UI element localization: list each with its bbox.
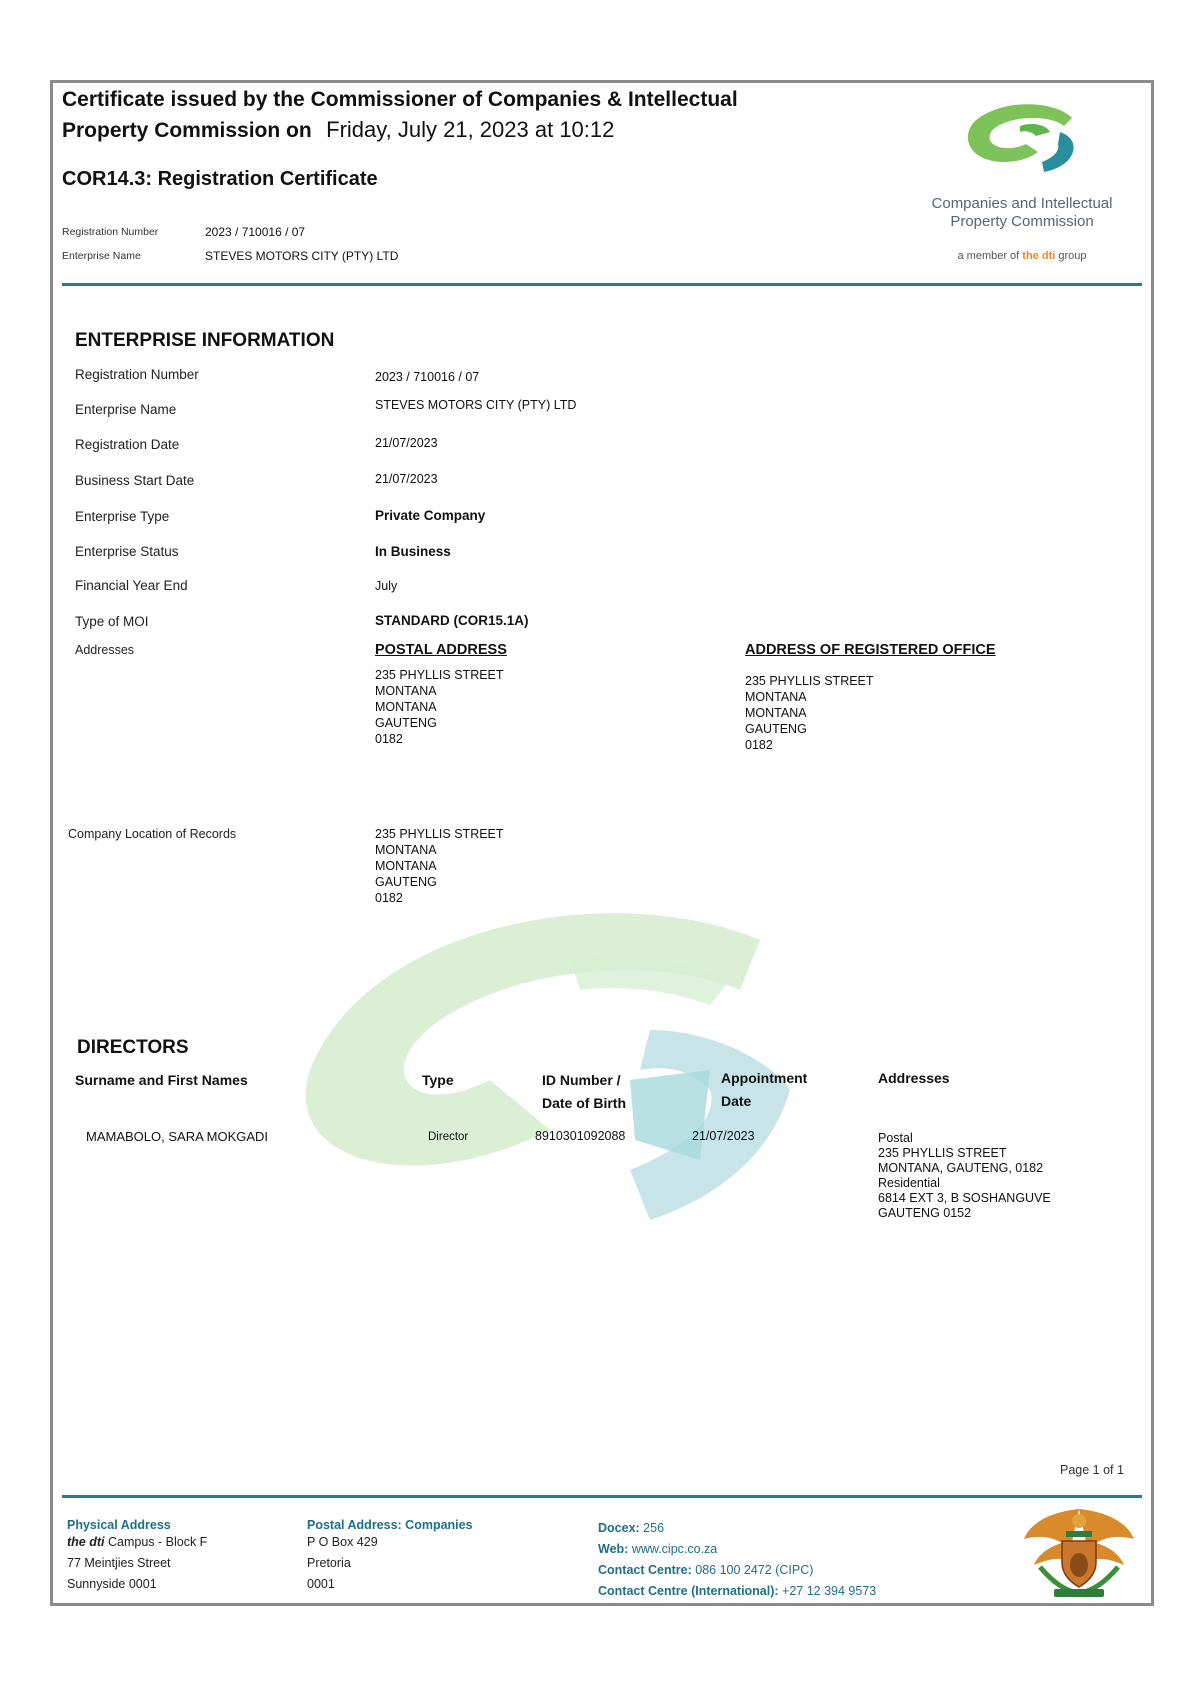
director-addresses: Postal 235 PHYLLIS STREET MONTANA, GAUTENG, 0182 Residential 6814 EXT 3, B SOSHANGUVE GAUTENG 0152: [878, 1131, 1051, 1220]
contact-line: [598, 1560, 876, 1581]
registered-office-heading: ADDRESS OF REGISTERED OFFICE: [745, 642, 996, 658]
value-enterprise-status: In Business: [375, 544, 451, 559]
postal-footer-line3: 0001: [307, 1577, 335, 1591]
docex-line: [598, 1518, 876, 1539]
director-id-number: 8910301092088: [535, 1129, 626, 1143]
contact-intl-line: [598, 1581, 876, 1602]
contact-intl-value: +27 12 394 9573: [782, 1584, 877, 1598]
label-enterprise-type: Enterprise Type: [75, 509, 170, 524]
web-line: [598, 1539, 876, 1560]
contact-label: Contact Centre:: [598, 1563, 692, 1577]
physical-line1-rest: Campus - Block F: [104, 1535, 208, 1549]
certificate-title-line2: [62, 117, 614, 143]
postal-address-heading: POSTAL ADDRESS: [375, 642, 507, 658]
cipc-logo-icon: [960, 96, 1090, 176]
footer-postal-address: [307, 1518, 473, 1595]
physical-address-heading: Physical Address: [67, 1518, 171, 1532]
certificate-type: COR14.3: Registration Certificate: [62, 168, 378, 190]
value-registration-number: 2023 / 710016 / 07: [375, 370, 480, 384]
web-label: Web:: [598, 1542, 629, 1556]
page-number: Page 1 of 1: [1060, 1463, 1124, 1477]
org-line2: Property Commission: [950, 213, 1094, 230]
contact-value: 086 100 2472 (CIPC): [695, 1563, 814, 1577]
member-suffix: group: [1058, 250, 1087, 262]
col-header-addresses: Addresses: [878, 1070, 950, 1086]
postal-footer-line1: P O Box 429: [307, 1535, 378, 1549]
value-enterprise-name: STEVES MOTORS CITY (PTY) LTD: [375, 398, 577, 412]
label-financial-year-end: Financial Year End: [75, 578, 188, 593]
value-registration-date: 21/07/2023: [375, 436, 438, 450]
director-type: Director: [428, 1131, 469, 1143]
value-business-start-date: 21/07/2023: [375, 472, 438, 486]
postal-address: 235 PHYLLIS STREET MONTANA MONTANA GAUTENG 0182: [375, 668, 504, 746]
directors-section-title: DIRECTORS: [77, 1037, 189, 1058]
title-line2-text: Property Commission on: [62, 119, 312, 142]
member-of-dti: [922, 250, 1122, 262]
value-type-of-moi: STANDARD (COR15.1A): [375, 613, 529, 628]
member-brand: the dti: [1022, 250, 1056, 262]
col-header-appt-line1: Appointment: [721, 1070, 808, 1086]
footer-physical-address: [67, 1518, 207, 1595]
docex-label: Docex:: [598, 1521, 640, 1535]
label-business-start-date: Business Start Date: [75, 473, 195, 488]
physical-brand: the dti: [67, 1535, 105, 1549]
physical-line1: [67, 1532, 207, 1553]
header-divider: [62, 283, 1142, 286]
label-registration-number: Registration Number: [75, 367, 199, 382]
label-type-of-moi: Type of MOI: [75, 614, 149, 629]
reg-number-value: 2023 / 710016 / 07: [205, 225, 306, 239]
registered-office-address: 235 PHYLLIS STREET MONTANA MONTANA GAUTENG 0182: [745, 674, 874, 752]
value-enterprise-type: Private Company: [375, 508, 486, 523]
records-address: 235 PHYLLIS STREET MONTANA MONTANA GAUTENG 0182: [375, 827, 504, 905]
web-link[interactable]: www.cipc.co.za: [631, 1542, 718, 1556]
col-header-appointment: [721, 1067, 807, 1113]
col-header-appt-line2: Date: [721, 1093, 752, 1109]
label-addresses: Addresses: [75, 643, 135, 657]
label-enterprise-name: Enterprise Name: [75, 402, 177, 417]
label-enterprise-status: Enterprise Status: [75, 544, 179, 559]
docex-value: 256: [643, 1521, 665, 1535]
label-registration-date: Registration Date: [75, 437, 180, 452]
col-header-type: Type: [422, 1072, 454, 1088]
member-prefix: a member of: [957, 250, 1020, 262]
col-header-id-line1: ID Number /: [542, 1072, 621, 1088]
physical-line2: 77 Meintjies Street: [67, 1556, 171, 1570]
value-financial-year-end: July: [375, 579, 398, 593]
enterprise-name-value: STEVES MOTORS CITY (PTY) LTD: [205, 249, 399, 263]
enterprise-section-title: ENTERPRISE INFORMATION: [75, 330, 335, 351]
cipc-org-name: [922, 195, 1122, 231]
enterprise-name-label: Enterprise Name: [62, 250, 141, 262]
org-line1: Companies and Intellectual: [931, 195, 1113, 212]
label-location-of-records: Company Location of Records: [68, 827, 237, 841]
postal-address-footer-heading: Postal Address: Companies: [307, 1518, 473, 1532]
issue-datetime: Friday, July 21, 2023 at 10:12: [326, 117, 615, 142]
physical-line3: Sunnyside 0001: [67, 1577, 157, 1591]
director-name: MAMABOLO, SARA MOKGADI: [86, 1129, 269, 1144]
certificate-title-line1: Certificate issued by the Commissioner of Companies & Intellectual: [62, 88, 738, 111]
coat-of-arms-icon: [1018, 1505, 1140, 1600]
director-appointment-date: 21/07/2023: [692, 1129, 755, 1143]
col-header-name: Surname and First Names: [75, 1072, 248, 1088]
contact-intl-label: Contact Centre (International):: [598, 1584, 779, 1598]
col-header-id-line2: Date of Birth: [542, 1095, 626, 1111]
footer-divider: [62, 1495, 1142, 1498]
col-header-id: [542, 1069, 626, 1115]
footer-contact: [598, 1518, 876, 1602]
postal-footer-line2: Pretoria: [307, 1556, 351, 1570]
certificate-frame: [50, 80, 1154, 1606]
reg-number-label: Registration Number: [62, 226, 159, 238]
